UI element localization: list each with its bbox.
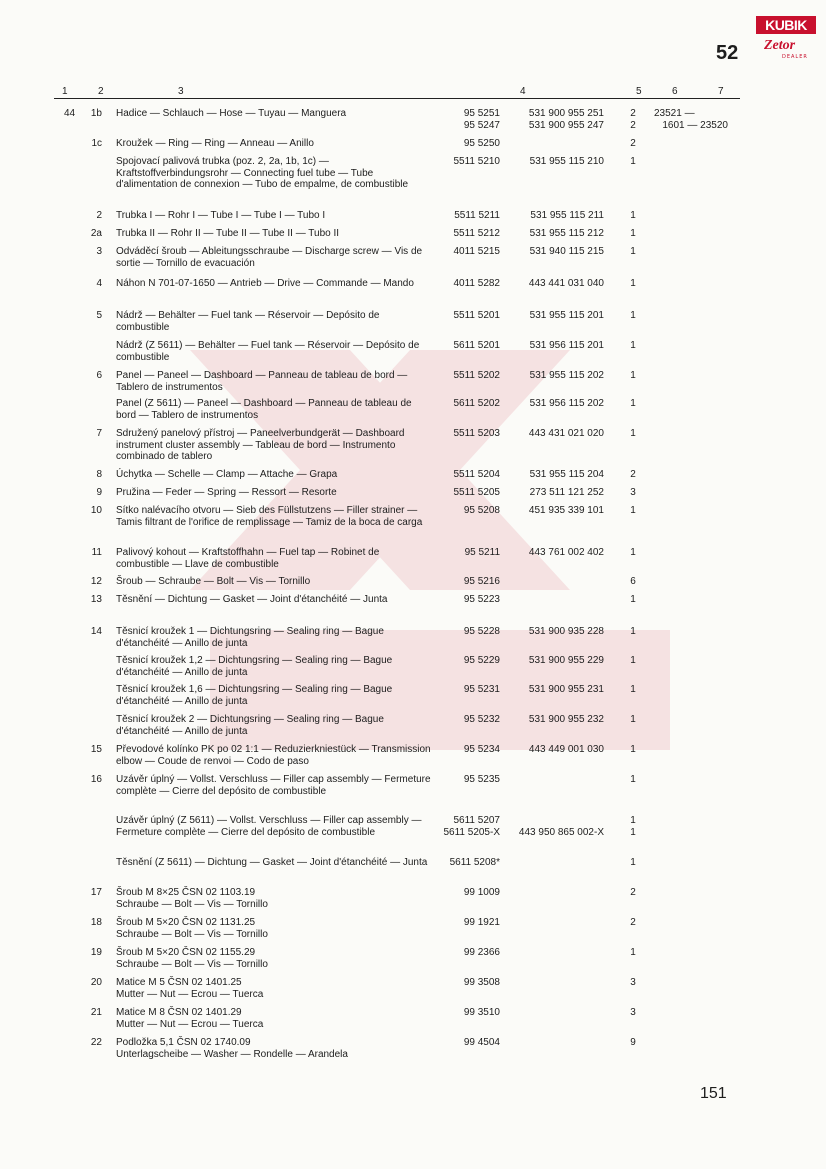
row-catalog-number: 443 441 031 040 bbox=[528, 278, 604, 289]
logo-zetor-text: Zetor bbox=[764, 38, 796, 53]
row-catalog-number: 531 955 115 211 bbox=[530, 210, 604, 221]
row-quantity: 1 bbox=[630, 370, 636, 381]
row-quantity: 1 bbox=[630, 246, 636, 257]
row-catalog-number: 451 935 339 101 bbox=[528, 505, 604, 516]
row-catalog-number: 531 955 115 202 bbox=[529, 370, 604, 381]
row-description: Těsnicí kroužek 1 — Dichtungsring — Sealing ring — Bague d'étanchéité — Anillo de junta bbox=[116, 626, 384, 649]
column-header-1: 1 bbox=[62, 86, 68, 97]
row-position: 12 bbox=[90, 576, 102, 587]
row-part-number: 5611 5202 bbox=[453, 398, 500, 409]
row-position: 14 bbox=[90, 626, 102, 637]
row-description: Šroub — Schraube — Bolt — Vis — Tornillo bbox=[116, 576, 311, 587]
row-position: 9 bbox=[96, 487, 102, 498]
row-description: Odváděcí šroub — Ableitungsschraube — Discharge screw — Vis de sortie — Tornillo de evacuación bbox=[116, 246, 423, 269]
row-position: 16 bbox=[90, 774, 102, 785]
row-part-number: 5511 5210 bbox=[453, 156, 500, 167]
row-catalog-number: 531 900 955 231 bbox=[528, 684, 604, 695]
row-description: Těsnicí kroužek 2 — Dichtungsring — Sealing ring — Bague d'étanchéité — Anillo de junta bbox=[116, 714, 384, 737]
row-quantity: 6 bbox=[630, 576, 636, 587]
column-header-7: 7 bbox=[718, 86, 724, 97]
row-quantity: 1 bbox=[630, 774, 636, 785]
row-quantity: 1 bbox=[630, 310, 636, 321]
row-description: Uzávěr úplný — Vollst. Verschluss — Filler cap assembly — Fermeture complète — Cierre del depósito de combustible bbox=[116, 774, 431, 797]
column-header-3: 3 bbox=[178, 86, 184, 97]
row-part-number: 95 5223 bbox=[463, 594, 500, 605]
row-part-number: 95 5250 bbox=[463, 138, 500, 149]
row-catalog-number: 531 955 115 201 bbox=[529, 310, 604, 321]
row-catalog-number: 443 950 865 002-X bbox=[518, 826, 604, 838]
row-quantity: 1 bbox=[630, 210, 636, 221]
row-catalog-number: 531 955 115 212 bbox=[529, 228, 604, 239]
row-description: Šroub M 5×20 ČSN 02 1131.25 Schraube — Bolt — Vis — Tornillo bbox=[116, 917, 268, 940]
row-quantity: 1 bbox=[630, 228, 636, 239]
row-quantity: 1 bbox=[630, 505, 636, 516]
row-part-number: 5611 5208* bbox=[449, 857, 500, 868]
row-quantity: 3 bbox=[630, 977, 636, 988]
header-rule bbox=[54, 98, 740, 99]
row-quantity: 1 bbox=[630, 156, 636, 167]
row-position: 8 bbox=[96, 469, 102, 480]
row-quantity: 1 bbox=[630, 684, 636, 695]
row-part-number: 99 2366 bbox=[463, 947, 500, 958]
row-description: Trubka I — Rohr I — Tube I — Tube I — Tubo I bbox=[116, 210, 326, 221]
row-description: Úchytka — Schelle — Clamp — Attache — Grapa bbox=[116, 469, 338, 480]
row-description: Matice M 5 ČSN 02 1401.25 Mutter — Nut — Ecrou — Tuerca bbox=[116, 977, 264, 1000]
row-description: Panel — Paneel — Dashboard — Panneau de tableau de bord — Tablero de instrumentos bbox=[116, 370, 408, 393]
row-quantity: 1 bbox=[630, 278, 636, 289]
row-quantity: 2 bbox=[630, 887, 636, 898]
row-part-number: 5611 5207 5611 5205-X bbox=[443, 815, 500, 838]
row-part-number: 95 5228 bbox=[463, 626, 500, 637]
row-description: Převodové kolínko PK po 02 1:1 — Reduzierkniestück — Transmission elbow — Coude de renvoi — Codo de paso bbox=[116, 744, 431, 767]
row-position: 2a bbox=[90, 228, 102, 239]
row-description: Těsnění — Dichtung — Gasket — Joint d'étanchéité — Junta bbox=[116, 594, 388, 605]
row-description: Kroužek — Ring — Ring — Anneau — Anillo bbox=[116, 138, 314, 149]
row-serial-range: 23521 — 1601 — 23520 bbox=[654, 108, 728, 131]
row-position: 2 bbox=[96, 210, 102, 221]
row-quantity: 3 bbox=[630, 1007, 636, 1018]
row-position: 4 bbox=[96, 278, 102, 289]
row-catalog-number: 531 956 115 201 bbox=[529, 340, 604, 351]
row-part-number: 95 5231 bbox=[463, 684, 500, 695]
row-position: 1c bbox=[91, 138, 102, 149]
row-part-number: 99 3510 bbox=[463, 1007, 500, 1018]
row-description: Nádrž — Behälter — Fuel tank — Réservoir — Depósito de combustible bbox=[116, 310, 380, 333]
row-quantity: 2 2 bbox=[630, 108, 636, 131]
row-position: 6 bbox=[96, 370, 102, 381]
row-part-number: 5511 5201 bbox=[453, 310, 500, 321]
row-description: Šroub M 8×25 ČSN 02 1103.19 Schraube — Bolt — Vis — Tornillo bbox=[116, 887, 268, 910]
row-catalog-number: 531 900 955 232 bbox=[528, 714, 604, 725]
row-position: 1b bbox=[90, 108, 102, 119]
row-position: 7 bbox=[96, 428, 102, 439]
row-catalog-number: 531 955 115 210 bbox=[529, 156, 604, 167]
row-position: 18 bbox=[90, 917, 102, 928]
row-position: 10 bbox=[90, 505, 102, 516]
row-catalog-number: 531 956 115 202 bbox=[529, 398, 604, 409]
row-quantity: 2 bbox=[630, 138, 636, 149]
row-catalog-number: 443 761 002 402 bbox=[528, 547, 604, 558]
logo-kubik-text: KUBIK bbox=[756, 16, 816, 34]
row-description: Těsnicí kroužek 1,2 — Dichtungsring — Sealing ring — Bague d'étanchéité — Anillo de junta bbox=[116, 655, 393, 678]
row-position: 19 bbox=[90, 947, 102, 958]
row-description: Sítko nalévacího otvoru — Sieb des Füllstutzens — Filler strainer — Tamis filtrant de l'orifice de remplissage — Tamiz de la boca de carga bbox=[116, 505, 423, 528]
row-description: Těsnění (Z 5611) — Dichtung — Gasket — Joint d'étanchéité — Junta bbox=[116, 857, 428, 868]
row-part-number: 5511 5203 bbox=[453, 428, 500, 439]
column-header-4: 4 bbox=[520, 86, 526, 97]
row-position: 20 bbox=[90, 977, 102, 988]
row-description: Pružina — Feder — Spring — Ressort — Resorte bbox=[116, 487, 337, 498]
row-description: Hadice — Schlauch — Hose — Tuyau — Manguera bbox=[116, 108, 347, 119]
column-header-2: 2 bbox=[98, 86, 104, 97]
row-description: Sdružený panelový přístroj — Paneelverbundgerät — Dashboard instrument cluster assembly — Tableau de bord — Instrumento combinado de tablero bbox=[116, 428, 405, 463]
row-description: Nádrž (Z 5611) — Behälter — Fuel tank — Réservoir — Depósito de combustible bbox=[116, 340, 420, 363]
row-catalog-number: 531 940 115 215 bbox=[529, 246, 604, 257]
row-quantity: 1 bbox=[630, 947, 636, 958]
column-header-6: 6 bbox=[672, 86, 678, 97]
row-quantity: 9 bbox=[630, 1037, 636, 1048]
row-quantity: 1 bbox=[630, 547, 636, 558]
logo-dealer-text: DEALER bbox=[782, 54, 808, 60]
row-position: 17 bbox=[90, 887, 102, 898]
dealer-logo bbox=[756, 12, 818, 74]
row-part-number: 5511 5205 bbox=[453, 487, 500, 498]
row-part-number: 95 5251 95 5247 bbox=[463, 108, 500, 131]
row-quantity: 1 bbox=[630, 714, 636, 725]
row-position: 22 bbox=[90, 1037, 102, 1048]
row-description: Spojovací palivová trubka (poz. 2, 2a, 1b, 1c) — Kraftstoffverbindungsrohr — Connecting fuel tube — Tube d'alimentation de connexion — Tubo de empalme, de combustible bbox=[116, 156, 409, 191]
row-part-number: 99 3508 bbox=[463, 977, 500, 988]
row-catalog-number: 531 955 115 204 bbox=[529, 469, 604, 480]
row-part-number: 5511 5204 bbox=[453, 469, 500, 480]
row-part-number: 5511 5202 bbox=[453, 370, 500, 381]
page-number-bottom: 151 bbox=[700, 1085, 727, 1102]
row-quantity: 1 bbox=[630, 626, 636, 637]
row-part-number: 5511 5212 bbox=[453, 228, 500, 239]
row-description: Těsnicí kroužek 1,6 — Dichtungsring — Sealing ring — Bague d'étanchéité — Anillo de junta bbox=[116, 684, 393, 707]
row-catalog-number: 443 431 021 020 bbox=[528, 428, 604, 439]
row-part-number: 5611 5201 bbox=[453, 340, 500, 351]
row-description: Matice M 8 ČSN 02 1401.29 Mutter — Nut — Ecrou — Tuerca bbox=[116, 1007, 264, 1030]
row-quantity: 1 bbox=[630, 340, 636, 351]
row-part-number: 95 5232 bbox=[463, 714, 500, 725]
row-quantity: 2 bbox=[630, 469, 636, 480]
row-catalog-number: 273 511 121 252 bbox=[529, 487, 604, 498]
row-quantity: 1 bbox=[630, 594, 636, 605]
row-description: Šroub M 5×20 ČSN 02 1155.29 Schraube — Bolt — Vis — Tornillo bbox=[116, 947, 268, 970]
row-position: 3 bbox=[96, 246, 102, 257]
row-catalog-number: 531 900 935 228 bbox=[528, 626, 604, 637]
row-description: Uzávěr úplný (Z 5611) — Vollst. Verschluss — Filler cap assembly — Fermeture complète — Cierre del depósito de combustible bbox=[116, 815, 422, 838]
row-part-number: 95 5229 bbox=[463, 655, 500, 666]
row-quantity: 1 bbox=[630, 428, 636, 439]
row-part-number: 95 5208 bbox=[463, 505, 500, 516]
row-position: 13 bbox=[90, 594, 102, 605]
group-number: 44 bbox=[64, 108, 76, 119]
column-header-5: 5 bbox=[636, 86, 642, 97]
row-part-number: 99 1009 bbox=[463, 887, 500, 898]
row-description: Náhon N 701-07-1650 — Antrieb — Drive — Commande — Mando bbox=[116, 278, 414, 289]
row-quantity: 1 bbox=[630, 398, 636, 409]
row-part-number: 99 1921 bbox=[463, 917, 500, 928]
row-part-number: 95 5235 bbox=[463, 774, 500, 785]
row-position: 15 bbox=[90, 744, 102, 755]
row-position: 21 bbox=[90, 1007, 102, 1018]
row-description: Palivový kohout — Kraftstoffhahn — Fuel tap — Robinet de combustible — Llave de combustible bbox=[116, 547, 380, 570]
row-part-number: 95 5216 bbox=[463, 576, 500, 587]
row-description: Podložka 5,1 ČSN 02 1740.09 Unterlagscheibe — Washer — Rondelle — Arandela bbox=[116, 1037, 348, 1060]
row-part-number: 4011 5215 bbox=[453, 246, 500, 257]
row-quantity: 3 bbox=[630, 487, 636, 498]
row-quantity: 1 bbox=[630, 857, 636, 868]
row-catalog-number: 531 900 955 251 531 900 955 247 bbox=[528, 108, 604, 131]
row-part-number: 5511 5211 bbox=[454, 210, 500, 221]
row-catalog-number: 531 900 955 229 bbox=[528, 655, 604, 666]
row-part-number: 99 4504 bbox=[463, 1037, 500, 1048]
row-quantity: 2 bbox=[630, 917, 636, 928]
row-description: Panel (Z 5611) — Paneel — Dashboard — Panneau de tableau de bord — Tablero de instrumentos bbox=[116, 398, 412, 421]
row-position: 5 bbox=[96, 310, 102, 321]
row-description: Trubka II — Rohr II — Tube II — Tube II — Tubo II bbox=[116, 228, 340, 239]
row-quantity: 1 bbox=[630, 655, 636, 666]
row-quantity: 1 1 bbox=[630, 815, 636, 838]
row-quantity: 1 bbox=[630, 744, 636, 755]
row-catalog-number: 443 449 001 030 bbox=[528, 744, 604, 755]
row-part-number: 95 5234 bbox=[463, 744, 500, 755]
row-part-number: 4011 5282 bbox=[453, 278, 500, 289]
page-number-top: 52 bbox=[716, 42, 739, 64]
row-part-number: 95 5211 bbox=[464, 547, 500, 558]
row-position: 11 bbox=[91, 547, 102, 558]
